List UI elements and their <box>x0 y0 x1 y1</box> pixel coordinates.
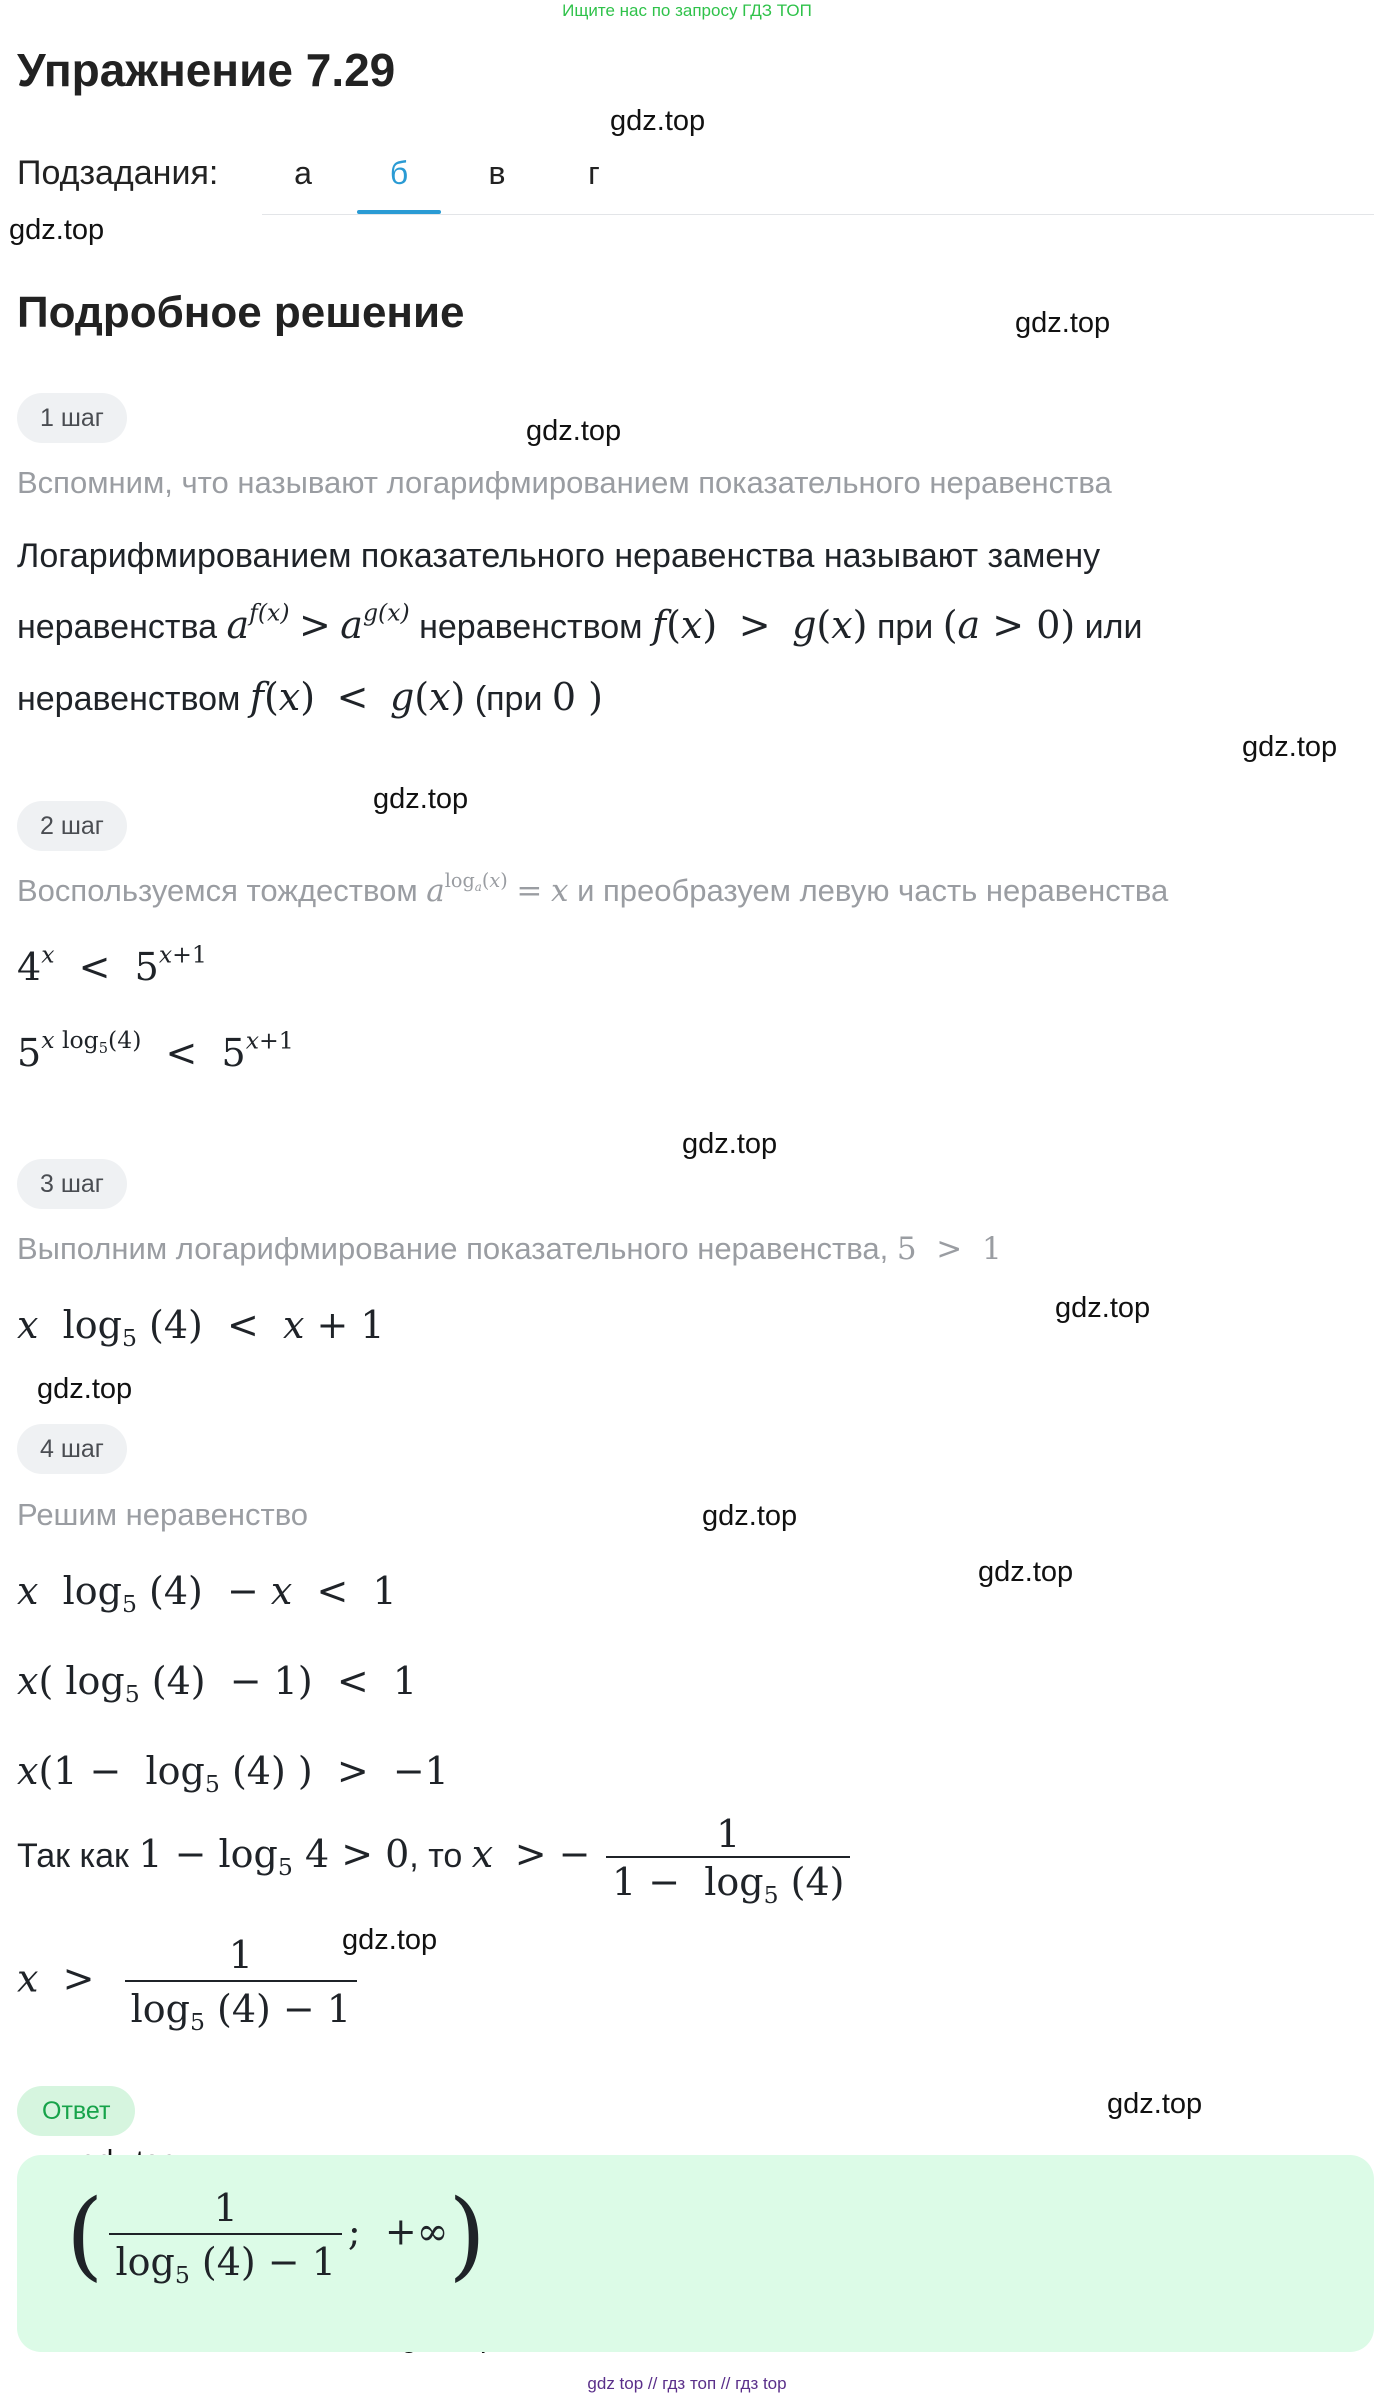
watermark: gdz.top <box>1015 307 1111 339</box>
watermark: gdz.top <box>702 1500 798 1532</box>
math-line: Так как $1 - \log_5 4 > 0$, то x > − $\frac{1}{1 - \log_5 (4)}$ <box>17 1812 856 1904</box>
step-badge: 1 шаг <box>17 393 127 443</box>
watermark: gdz.top <box>1242 731 1338 763</box>
definition-line: Логарифмированием показательного неравенства называют замену <box>17 537 1101 575</box>
math-line: x $\log_5 (4) < x + 1$ <box>17 1303 385 1353</box>
subtasks-label: Подзадания: <box>17 154 219 192</box>
answer-math: ( $\frac{1}{\log_5 (4) - 1}$ ; +∞) <box>66 2179 486 2291</box>
math-line: $x(1 - \log_5 (4)$ ) > −1 <box>17 1749 449 1799</box>
math-line: x > $\frac{1}{\log_5 (4) - 1}$ <box>17 1930 363 2034</box>
answer-badge: Ответ <box>17 2086 135 2136</box>
watermark: gdz.top <box>526 415 622 447</box>
watermark: gdz.top <box>1107 2088 1203 2120</box>
bottom-links[interactable]: gdz top // гдз топ // гдз top <box>587 2374 787 2393</box>
tabs-divider <box>262 214 1374 215</box>
watermark: gdz.top <box>373 783 469 815</box>
step-hint: Вспомним, что называют логарифмированием показательного неравенства <box>17 465 1112 500</box>
tab-g[interactable]: г <box>588 155 600 191</box>
watermark: gdz.top <box>9 214 105 246</box>
step-badge: 4 шаг <box>17 1424 127 1474</box>
math-line: x( $\log_5 (4) - 1) < 1$ <box>17 1659 418 1709</box>
watermark: gdz.top <box>1055 1292 1151 1324</box>
definition-line: неравенством f(x) < g(x) (при 0 ) <box>17 675 604 719</box>
section-title: Подробное решение <box>17 288 465 337</box>
math-line: $4^x < 5^{x+1}$ <box>17 940 207 989</box>
tab-a[interactable]: а <box>294 155 312 191</box>
step-hint: Решим неравенство <box>17 1497 309 1532</box>
watermark: gdz.top <box>37 1373 133 1405</box>
watermark: gdz.top <box>682 1128 778 1160</box>
page-title: Упражнение 7.29 <box>17 44 396 96</box>
tab-v[interactable]: в <box>488 155 506 191</box>
top-search-link[interactable]: Ищите нас по запросу ГДЗ ТОП <box>562 1 812 20</box>
watermark: gdz.top <box>978 1556 1074 1588</box>
definition-line: неравенства $a^{f(x)} > a^{g(x)}$ неравенством f(x) > g(x) при (a > 0) или <box>17 598 1143 647</box>
math-line: $5^{x log_5(4)} < 5^{x+1}$ <box>17 1026 294 1075</box>
step-badge: 2 шаг <box>17 801 127 851</box>
step-badge: 3 шаг <box>17 1159 127 1209</box>
watermark: gdz.top <box>610 105 706 137</box>
step-hint: Выполним логарифмирование показательного неравенства, 5 > 1 <box>17 1231 1002 1267</box>
step-hint: Воспользуемся тождеством $a^{log_a(x)} = x$ и преобразуем левую часть неравенства <box>17 868 1169 909</box>
math-line: x $\log_5 (4) - x < 1$ <box>17 1569 397 1619</box>
tab-b[interactable]: б <box>389 155 409 191</box>
watermark: gdz.top <box>342 1924 438 1956</box>
active-tab-indicator <box>357 210 441 214</box>
